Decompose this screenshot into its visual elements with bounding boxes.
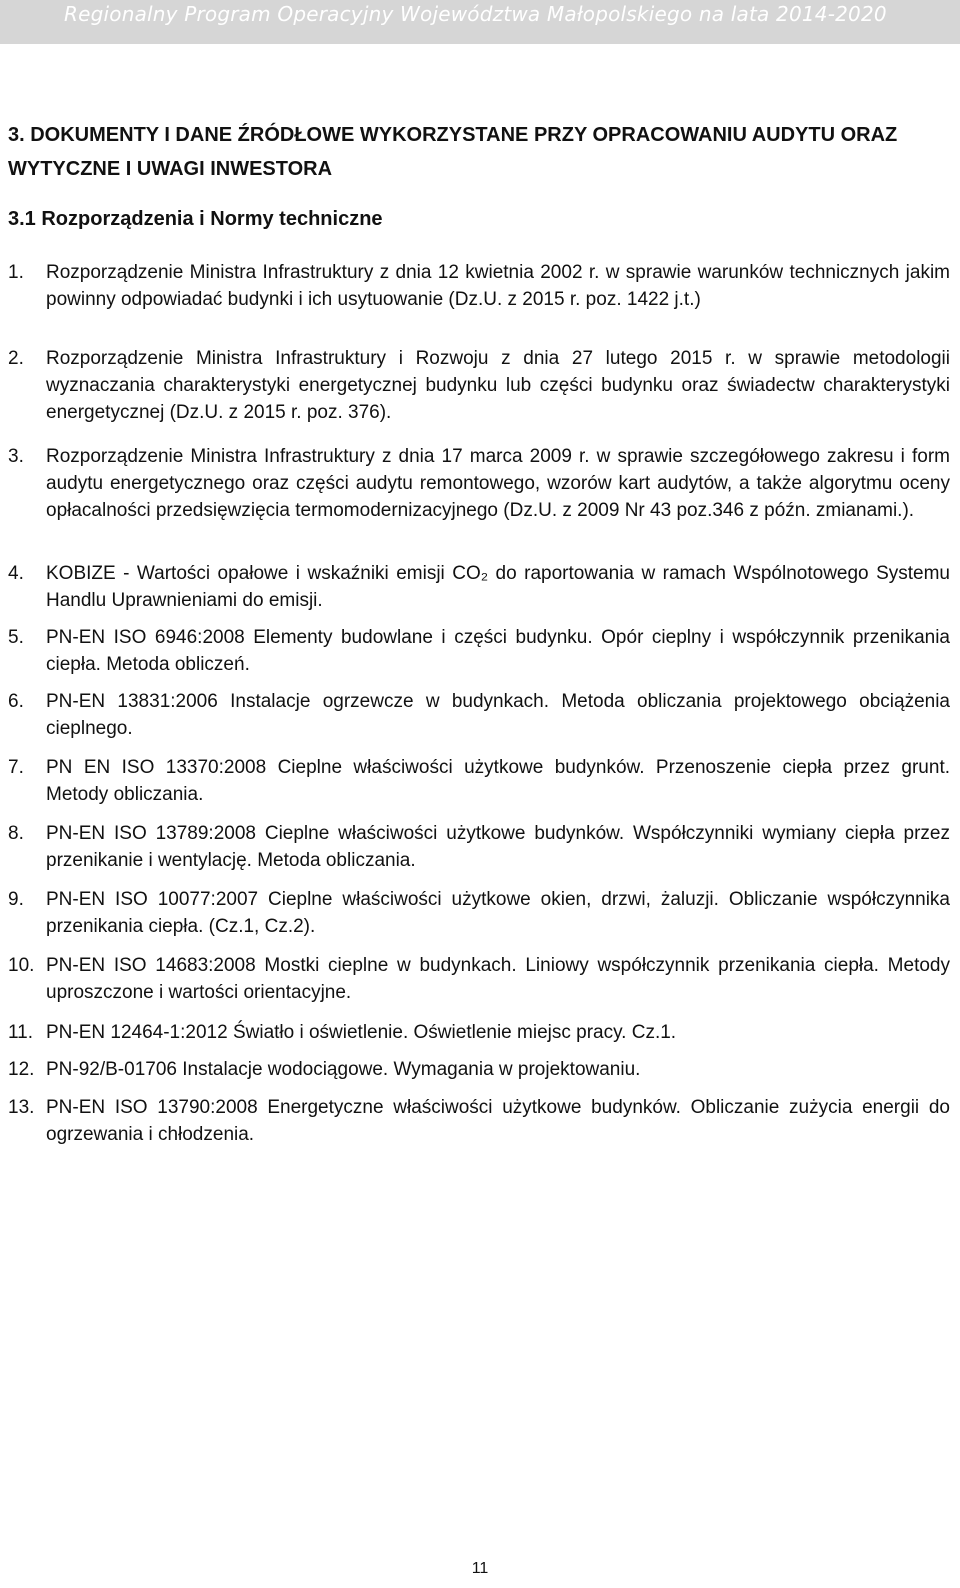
list-item-number: 9. (8, 889, 24, 910)
list-item-number: 13. (8, 1097, 35, 1118)
list-item (8, 345, 950, 426)
list-item-text: KOBIZE - Wartości opałowe i wskaźniki emisji CO₂ do raportowania w ramach Wspólnotowego Systemu Handlu Uprawnieniami do emisji. (46, 563, 950, 611)
list-item (8, 886, 950, 940)
list-item-text: Rozporządzenie Ministra Infrastruktury z dnia 12 kwietnia 2002 r. w sprawie warunków technicznych jakim powinny odpowiadać budynki i ich usytuowanie (Dz.U. z 2015 r. poz. 1422 j.t.) (46, 262, 950, 310)
list-item-text: PN-EN 12464-1:2012 Światło i oświetlenie. Oświetlenie miejsc pracy. Cz.1. (46, 1022, 677, 1043)
list-item (8, 952, 950, 1006)
list-item-text: PN-EN ISO 14683:2008 Mostki cieplne w budynkach. Liniowy współczynnik przenikania ciepła. Metody uproszczone i wartości orientacyjne. (46, 955, 950, 1003)
list-item-number: 10. (8, 955, 35, 976)
list-item-text: PN-EN ISO 13789:2008 Cieplne właściwości użytkowe budynków. Współczynniki wymiany ciepła przez przenikanie i wentylację. Metoda obliczania. (46, 823, 950, 871)
list-item (8, 624, 950, 678)
list-item-text: Rozporządzenie Ministra Infrastruktury z dnia 17 marca 2009 r. w sprawie szczegółowego zakresu i form audytu energetycznego oraz części audytu remontowego, wzorów kart audytów, a także algorytmu oceny opłacalności przedsięwzięcia termomodernizacyjnego (Dz.U. z 2009 Nr 43 poz.346 z późn. zmianami.). (46, 446, 950, 521)
page-number: 11 (471, 1560, 489, 1577)
list-item-text: PN-EN 13831:2006 Instalacje ogrzewcze w budynkach. Metoda obliczania projektowego obciążenia cieplnego. (46, 691, 950, 739)
document-header-bar (0, 0, 960, 44)
list-item-number: 8. (8, 823, 24, 844)
list-item (8, 1056, 950, 1083)
list-item-text: PN EN ISO 13370:2008 Cieplne właściwości użytkowe budynków. Przenoszenie ciepła przez grunt. Metody obliczania. (46, 757, 950, 805)
program-title: Regionalny Program Operacyjny Województwa Małopolskiego na lata 2014-2020 (64, 2, 887, 26)
list-item-number: 2. (8, 348, 24, 369)
list-item (8, 688, 950, 742)
list-item-number: 12. (8, 1059, 35, 1080)
list-item-text: PN-EN ISO 13790:2008 Energetyczne właściwości użytkowe budynków. Obliczanie zużycia energii do ogrzewania i chłodzenia. (46, 1097, 950, 1145)
list-item-text: PN-92/B-01706 Instalacje wodociągowe. Wymagania w projektowaniu. (46, 1059, 641, 1080)
list-item (8, 1094, 950, 1148)
list-item (8, 259, 950, 313)
list-item (8, 820, 950, 874)
list-item-number: 3. (8, 446, 24, 467)
list-item-number: 7. (8, 757, 24, 778)
list-item-text: PN-EN ISO 6946:2008 Elementy budowlane i części budynku. Opór cieplny i współczynnik przenikania ciepła. Metoda obliczeń. (46, 627, 950, 675)
subsection-heading: 3.1 Rozporządzenia i Normy techniczne (8, 208, 383, 230)
list-item (8, 1019, 950, 1046)
list-item-text: PN-EN ISO 10077:2007 Cieplne właściwości użytkowe okien, drzwi, żaluzji. Obliczanie współczynnika przenikania ciepła. (Cz.1, Cz.2). (46, 889, 950, 937)
list-item-number: 1. (8, 262, 24, 283)
list-item-number: 4. (8, 563, 24, 584)
list-item (8, 560, 950, 614)
list-item (8, 443, 950, 524)
section-heading: 3. DOKUMENTY I DANE ŹRÓDŁOWE WYKORZYSTANE PRZY OPRACOWANIU AUDYTU ORAZ WYTYCZNE I UWAGI INWESTORA (8, 124, 898, 180)
list-item-text: Rozporządzenie Ministra Infrastruktury i Rozwoju z dnia 27 lutego 2015 r. w sprawie metodologii wyznaczania charakterystyki energetycznej budynku lub części budynku oraz świadectw charakterystyki energetycznej (Dz.U. z 2015 r. poz. 376). (46, 348, 950, 423)
list-item (8, 754, 950, 808)
list-item-number: 11. (8, 1022, 34, 1043)
list-item-number: 5. (8, 627, 24, 648)
list-item-number: 6. (8, 691, 24, 712)
